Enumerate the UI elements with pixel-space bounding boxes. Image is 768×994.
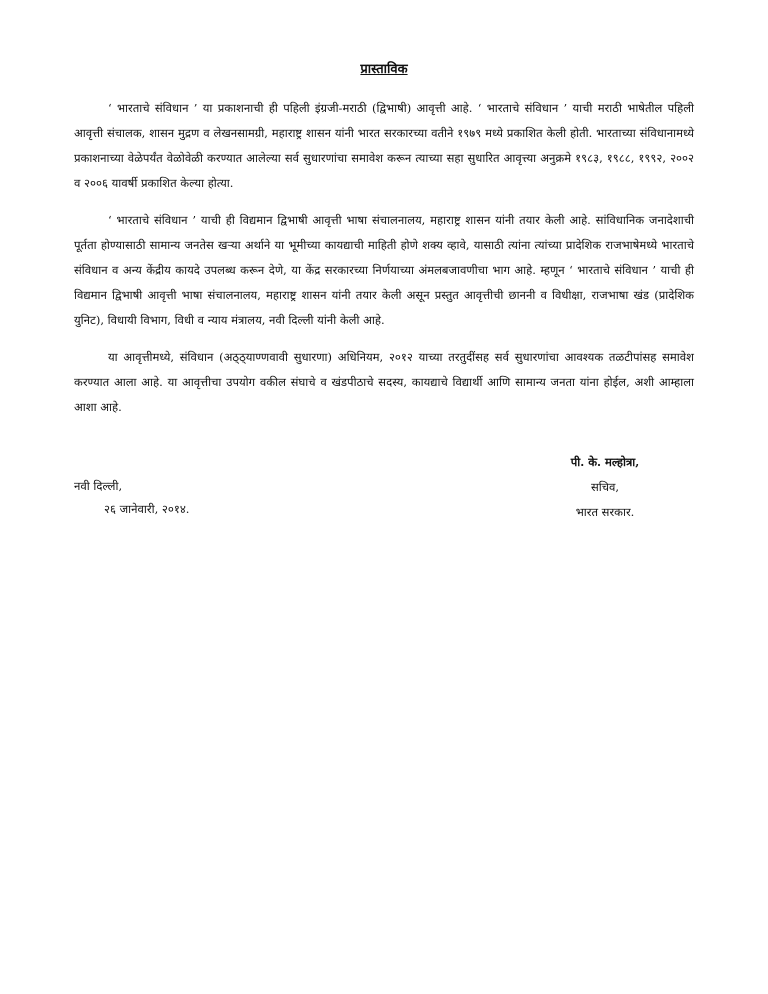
signatory-designation: सचिव, <box>590 480 620 494</box>
paragraph-2: ‘ भारताचे संविधान ’ याची ही विद्यमान द्विभाषी आवृत्ती भाषा संचालनालय, महाराष्ट्र शासन यांनी तयार केली आहे. सांविधानिक जनादेशाची पूर्तता होण्यासाठी सामान्य जनतेस खऱ्या अर्थाने या भूमीच्या कायद्याची माहिती होणे शक्य व्हावे, यासाठी त्यांना त्यांच्या प्रादेशिक राजभाषेमध्ये भारताचे संविधान व अन्य केंद्रीय कायदे उपलब्ध करून देणे, या केंद्र सरकारच्या निर्णयाच्या अंमलबजावणीचा भाग आहे. म्हणून ‘ भारताचे संविधान ’ याची ही विद्यमान द्विभाषी आवृत्ती भाषा संचालनालय, महाराष्ट्र शासन यांनी तयार केली असून प्रस्तुत आवृत्तीची छाननी व विधीक्षा, राजभाषा खंड (प्रादेशिक युनिट), विधायी विभाग, विधी व न्याय मंत्रालय, नवी दिल्ली यांनी केली आहे. <box>74 213 694 327</box>
paragraph-3: या आवृत्तीमध्ये, संविधान (अठ्ठ्याण्णवावी सुधारणा) अधिनियम, २०१२ याच्या तरतुदींसह सर्व सुधारणांचा आवश्यक तळटीपांसह समावेश करण्यात आला आहे. या आवृत्तीचा उपयोग वकील संघाचे व खंडपीठाचे सदस्य, कायद्याचे विद्यार्थी आणि सामान्य जनता यांना होईल, अशी आम्हाला आशा आहे. <box>74 350 694 414</box>
signatory-name: पी. के. मल्होत्रा, <box>570 455 640 469</box>
page-title: प्रास्ताविक <box>360 62 408 77</box>
place-line: नवी दिल्ली, <box>74 479 123 493</box>
paragraph-1: ‘ भारताचे संविधान ’ या प्रकाशनाची ही पहिली इंग्रजी-मराठी (द्विभाषी) आवृत्ती आहे. ‘ भारताचे संविधान ’ याची मराठी भाषेतील पहिली आवृत्ती संचालक, शासन मुद्रण व लेखनसामग्री, महाराष्ट्र शासन यांनी भारत सरकारच्या वतीने १९७९ मध्ये प्रकाशित केली होती. भारताच्या संविधानामध्ये प्रकाशनाच्या वेळेपर्यंत वेळोवेळी करण्यात आलेल्या सर्व सुधारणांचा समावेश करून त्याच्या सहा सुधारित आवृत्त्या अनुक्रमे १९८३, १९८८, १९९२, २००२ व २००६ यावर्षी प्रकाशित केल्या होत्या. <box>74 101 694 190</box>
preface-body <box>74 96 694 432</box>
signature-block <box>545 450 665 525</box>
signatory-organization: भारत सरकार. <box>575 505 635 519</box>
date-line: २६ जानेवारी, २०१४. <box>104 502 190 516</box>
